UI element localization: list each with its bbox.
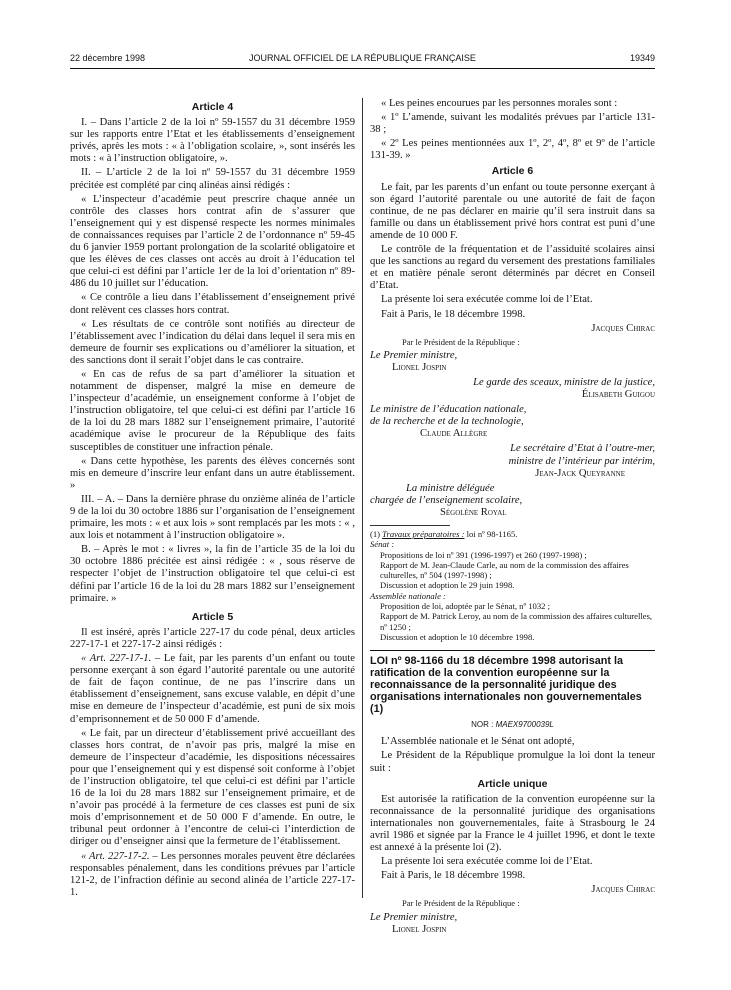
signatory-role: Le ministre de l’éducation nationale, <box>370 404 527 416</box>
signatory-role: Le Premier ministre, <box>370 911 458 923</box>
right-column <box>370 98 655 939</box>
paragraph: « Ce contrôle a lieu dans l’établissement d’enseignement privé dont relèvent ces classes hors contrat. <box>70 292 355 316</box>
footnote: Rapport de M. Patrick Leroy, au nom de la commission des affaires culturelles, nº 1250 ; <box>380 611 653 632</box>
signatory-role: Le secrétaire d’Etat à l’outre-mer, <box>510 443 655 455</box>
paragraph: « 2º Les peines mentionnées aux 1º, 2º, 4º, 8º et 9º de l’article 131-39. » <box>370 138 655 162</box>
header-date: 22 décembre 1998 <box>70 53 146 63</box>
footnote: Discussion et adoption le 29 juin 1998. <box>380 580 515 591</box>
signatory-name: Élisabeth Guigou <box>581 389 655 401</box>
paragraph: « L’inspecteur d’académie peut prescrire chaque année un contrôle des classes hors contrat afin de s’assurer que l’enseignement qui y est dispensé respecte les normes minimales de connaissances requises par l’article 2 de l’ordonnance nº 59-45 du 6 janvier 1959 portant prolongation de la scolarité obligatoire et que les élèves de ces classes ont accès au droit à l’éducation tel que celui-ci est défini par l’article 1er de la loi d’orientation nº 89-486 du 10 juillet sur l’éducation. <box>70 193 355 290</box>
header-journal-title: JOURNAL OFFICIEL DE LA RÉPUBLIQUE FRANÇAISE <box>249 53 476 63</box>
paragraph-text: – Les personnes morales peuvent être déclarées responsables pénalement, dans les conditions prévues par l’article 121-2, de l’infraction définie au second alinéa de l’article 227-17-1. <box>70 850 356 898</box>
signature-president: Jacques Chirac <box>591 884 655 896</box>
signatory-name: Lionel Jospin <box>392 923 447 935</box>
signatory-role: ministre de l’intérieur par intérim, <box>508 455 655 467</box>
paragraph: Est autorisée la ratification de la convention européenne sur la reconnaissance de la personnalité juridique des organisations internationales non gouvernementales, faite à Strasbourg le 24 avril 1986 et signée par la France le 4 juillet 1996, et dont le texte est annexé à la présente loi (2). <box>370 793 655 854</box>
paragraph: II. – L’article 2 de la loi nº 59-1557 du 31 décembre 1959 précitée est complété par cinq alinéas ainsi rédigés : <box>70 167 355 191</box>
signatory-role: chargée de l’enseignement scolaire, <box>370 494 523 506</box>
paragraph: Le contrôle de la fréquentation et de l’assiduité scolaires ainsi que les sanctions au regard du versement des prestations familiales et en matière pénale seront déterminés par décret en Conseil d’Etat. <box>370 244 655 292</box>
footnote-text: loi nº 98-1165. <box>464 529 518 539</box>
paragraph-text: – Le fait, par les parents d’un enfant ou toute personne exerçant à son égard l’autorité parentale ou une autorité de fait de façon continue, de ne pas l’inscrire dans un établissement d’enseignement, sans excuse valable, en dépit d’une mise en demeure de l’inspecteur d’académie, est puni de six mois d’emprisonnement et de 50 000 F d’amende. <box>70 653 355 725</box>
paragraph: « Les peines encourues par les personnes morales sont : <box>381 98 618 109</box>
footnote: Rapport de M. Jean-Claude Carle, au nom de la commission des affaires culturelles, nº 504 (1997-1998) ; <box>380 559 629 581</box>
paragraph: Il est inséré, après l’article 227-17 du code pénal, deux articles 227-17-1 et 227-17-2 ainsi rédigés : <box>70 626 355 650</box>
paragraph: Le Président de la République promulgue la loi dont la teneur suit : <box>370 750 655 774</box>
signatory-name: Jean-Jack Queyranne <box>535 467 625 479</box>
header-page-number: 19349 <box>629 53 655 63</box>
footnote <box>370 529 655 539</box>
paragraph: La présente loi sera exécutée comme loi de l’Etat. <box>381 294 593 306</box>
paragraph <box>70 653 355 726</box>
signatory-name: Ségolène Royal <box>440 506 507 518</box>
paragraph: Le fait, par les parents d’un enfant ou toute personne exerçant à son égard l’autorité parentale ou une autorité de fait de façon continue, de ne pas déclarer en mairie qu’il sera instruit dans sa famille ou dans un établissement privé hors contrat est puni d’une amende de 10 000 F. <box>370 181 655 241</box>
footnote: Assemblée nationale : <box>370 590 446 601</box>
paragraph: « Dans cette hypothèse, les parents des élèves concernés sont mis en demeure d’inscrire leur enfant dans un autre établissement. » <box>70 455 355 491</box>
footnotes <box>370 525 655 642</box>
nor-code: MAEX9700039L <box>495 720 554 730</box>
article-6-title: Article 6 <box>491 165 534 178</box>
paragraph: I. – Dans l’article 2 de la loi nº 59-1557 du 31 décembre 1959 sur les rapports entre l’Etat et les établissements d’enseignement privés, après les mots : « à l’obligation scolaire, », sont insérés les mots : « à l’instruction obligatoire, ». <box>70 117 355 165</box>
nor-reference <box>370 719 655 731</box>
footnote-heading: Travaux préparatoires : <box>382 529 465 539</box>
signature-by-line: Par le Président de la République : <box>402 336 520 347</box>
left-column <box>70 98 355 901</box>
footnote-number: (1) <box>370 529 383 539</box>
article-unique-title: Article unique <box>477 777 548 790</box>
signature-president: Jacques Chirac <box>591 322 655 334</box>
paragraph: « 1º L’amende, suivant les modalités prévues par l’article 131-38 ; <box>370 112 655 136</box>
signatory-role: Le garde des sceaux, ministre de la justice, <box>473 376 655 388</box>
footnote: Proposition de loi, adoptée par le Sénat, nº 1032 ; <box>380 601 550 612</box>
law-title: LOI nº 98-1166 du 18 décembre 1998 autorisant la ratification de la convention européenne sur la reconnaissance de la personnalité juridique des organisations internationales non gouvernementales (1) <box>370 650 655 715</box>
nor-label: NOR : <box>471 720 496 730</box>
paragraph: Fait à Paris, le 18 décembre 1998. <box>381 870 526 882</box>
footnote: Discussion et adoption le 10 décembre 1998. <box>380 631 535 642</box>
paragraph: La présente loi sera exécutée comme loi de l’Etat. <box>381 856 593 868</box>
paragraph: B. – Après le mot : « livres », la fin de l’article 35 de la loi du 30 octobre 1886 précitée est ainsi rédigée : « , sous réserve de respecter l’objet de l’instruction obligatoire tel que celui-ci est défini par l’article 16 de la loi du 28 mars 1882 sur l’enseignement primaire. » <box>70 544 355 604</box>
page-header <box>70 53 655 65</box>
article-4-title: Article 4 <box>191 101 234 113</box>
article-ref: « Art. 227-17-1. <box>81 653 152 665</box>
footnote: Propositions de loi nº 391 (1996-1997) et 260 (1997-1998) ; <box>380 549 587 560</box>
paragraph <box>70 851 355 899</box>
article-ref: « Art. 227-17-2. <box>81 850 150 862</box>
signature-by-line: Par le Président de la République : <box>402 898 520 909</box>
paragraph: L’Assemblée nationale et le Sénat ont adopté, <box>381 736 575 748</box>
article-5-title: Article 5 <box>191 610 234 623</box>
column-divider <box>362 98 363 898</box>
header-rule <box>70 68 655 69</box>
footnote: Sénat : <box>370 539 395 550</box>
paragraph: Fait à Paris, le 18 décembre 1998. <box>381 308 526 320</box>
paragraph: « Les résultats de ce contrôle sont notifiés au directeur de l’établissement avec l’indication du délai dans lequel il sera mis en demeure de fournir ses explications ou d’améliorer la situation, et des sanctions dont il serait l’objet dans le cas contraire. <box>70 318 355 366</box>
paragraph: « Le fait, par un directeur d’établissement privé accueillant des classes hors contrat, de n’avoir pas pris, malgré la mise en demeure de l’inspecteur d’académie, les dispositions nécessaires pour que l’enseignement qui y est dispensé soit conforme à l’objet de l’instruction obligatoire, tel que celui-ci est défini par l’article 16 de la loi du 28 mars 1882 sur l’enseignement primaire, et de n’avoir pas procédé à la fermeture de ces classes est puni de six mois d’emprisonnement et de 50 000 F d’amende. En outre, le tribunal peut ordonner à l’encontre de celui-ci l’interdiction de diriger ou d’enseigner ainsi que la fermeture de l’établissement. <box>70 727 355 848</box>
paragraph: III. – A. – Dans la dernière phrase du onzième alinéa de l’article 9 de la loi du 30 octobre 1886 sur l’organisation de l’enseignement primaire, les mots : « et aux lois » sont remplacés par les mots : « , aux lois et notamment à l’instruction obligatoire ». <box>70 493 355 542</box>
signatory-role: de la recherche et de la technologie, <box>370 416 524 428</box>
footnote-rule <box>370 525 450 526</box>
paragraph: « En cas de refus de sa part d’améliorer la situation et notamment de dispenser, malgré la mise en demeure de l’inspecteur d’académie, un enseignement conforme à l’objet de l’instruction obligatoire, tel que celui-ci est défini par l’article 16 de la loi du 28 mars 1882 sur l’enseignement primaire, l’autorité académique avise le procureur de la République des faits susceptibles de constituer une infraction pénale. <box>70 368 355 453</box>
signatory-name: Claude Allègre <box>420 428 488 440</box>
signatory-name: Lionel Jospin <box>392 361 447 373</box>
signatory-role: La ministre déléguée <box>406 482 495 494</box>
signatory-role: Le Premier ministre, <box>370 349 458 361</box>
